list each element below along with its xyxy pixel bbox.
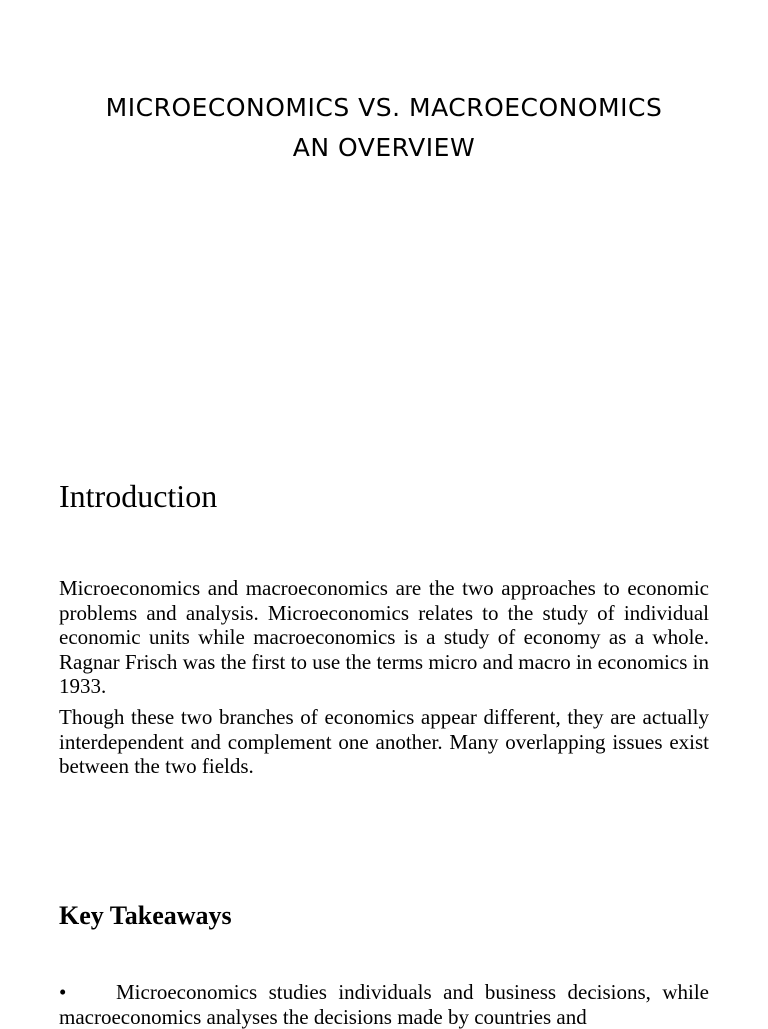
- takeaway-text: Microeconomics studies individuals and business decisions, while macroeconomics analyses the decisions made by countries and: [59, 980, 709, 1029]
- key-takeaways-heading: Key Takeaways: [59, 901, 232, 930]
- title-line-2: AN OVERVIEW: [292, 133, 476, 162]
- document-title: [0, 88, 768, 168]
- title-line-1: MICROECONOMICS VS. MACROECONOMICS: [105, 93, 663, 122]
- takeaway-list-item: [59, 980, 709, 1029]
- bullet-icon: •: [59, 980, 67, 1004]
- introduction-paragraph-2: Though these two branches of economics appear different, they are actually interdependent and complement one another. Many overlapping issues exist between the two fields.: [59, 705, 709, 778]
- introduction-paragraph-1: Microeconomics and macroeconomics are the two approaches to economic problems and analysis. Microeconomics relates to the study of individual economic units while macroeconomics is a study of economy as a whole. Ragnar Frisch was the first to use the terms micro and macro in economics in 1933.: [59, 576, 709, 698]
- introduction-heading: Introduction: [59, 478, 218, 514]
